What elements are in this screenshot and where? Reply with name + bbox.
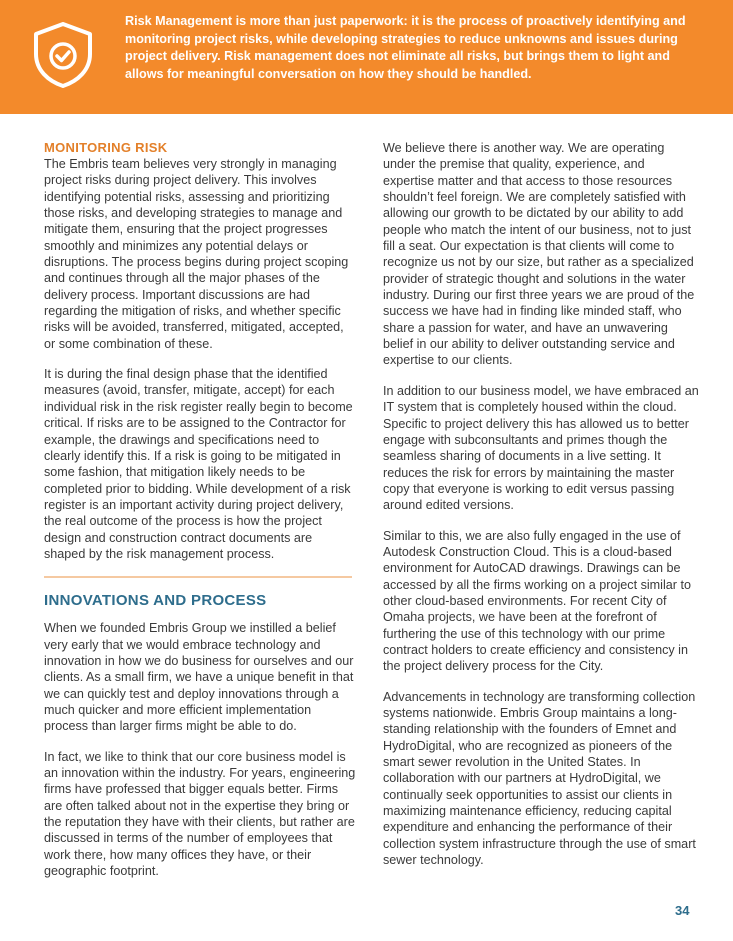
risk-management-banner — [0, 0, 733, 114]
innovations-paragraph-1: When we founded Embris Group we instilled a belief very early that we would embrace technology and innovation in how we do business for ourselves and our clients. As a small firm, we have a unique benefit in that we can quickly test and deploy innovations through a much quicker and more efficient implementation process than larger firms might be able to do. — [44, 621, 354, 734]
monitoring-paragraph-1: The Embris team believes very strongly in managing project risks during project delivery. This involves identifying potential risks, assessing and prioritizing those risks, and developing strategies to manage and mitigate them, ensuring that the project progresses smoothly and minimizes any potential delays or disruptions. The process begins during project scoping and continues through all the major phases of the delivery process. Important discussions are had regarding the mitigation of risks, and whether specific risks will be avoided, transferred, mitigated, accepted, or some combination of these. — [44, 157, 349, 351]
section-divider — [44, 576, 352, 578]
right-paragraph-3: Similar to this, we are also fully engaged in the use of Autodesk Construction Cloud. This is a cloud-based environment for AutoCAD drawings. Drawings can be accessed by all the firms working on a project similar to other cloud-based environments. For recent City of Omaha projects, we have been at the forefront of furthering the use of this technology with our prime contract holders to create efficiency and consistency in the project delivery process for the City. — [383, 528, 691, 674]
monitoring-risk-heading: MONITORING RISK — [44, 140, 168, 155]
monitoring-paragraph-2: It is during the final design phase that the identified measures (avoid, transfer, mitigate, accept) for each individual risk in the risk register really begin to become critical. If risks are to be assigned to the Contractor for example, the drawings and specifications need to clearly identify this. If a risk is going to be mitigated in some fashion, that mitigation likely needs to be completed prior to bidding. While development of a risk register is an important activity during project delivery, the real outcome of the process is how the project design and construction contract documents are shaped by the risk management process. — [44, 367, 353, 561]
page-number: 34 — [675, 903, 690, 918]
right-column — [383, 140, 699, 882]
shield-check-icon — [28, 20, 98, 90]
right-paragraph-1: We believe there is another way. We are operating under the premise that quality, experience, and expertise matter and that access to those resources shouldn’t feel foreign. We are completely satisfied with allowing our growth to be dictated by our ability to add people who match the intent of our business, not to just fill a seat. Our expectation is that clients will come to recognize us not by our size, but rather as a specialized provider of strategic thought and solutions in the water industry. During our first three years we are proud of the success we have had in finding like minded staff, who share a passion for water, and have an unwavering belief in our ability to deliver outstanding service and expertise to our clients. — [383, 141, 695, 368]
left-column — [44, 140, 356, 893]
innovations-paragraph-2: In fact, we like to think that our core business model is an innovation within the industry. For years, engineering firms have professed that bigger equals better. Firms are often talked about not in the expertise they bring or the reputation they have with their clients, but rather are discussed in terms of the number of employees that work there, how many offices they have, or their geographic footprint. — [44, 749, 356, 879]
innovations-heading: INNOVATIONS AND PROCESS — [44, 592, 267, 610]
right-paragraph-4: Advancements in technology are transforming collection systems nationwide. Embris Group maintains a long-standing relationship with the founders of Emnet and HydroDigital, who are recognized as pioneers of the smart sewer revolution in the United States. In collaboration with our partners at HydroDigital, we continually seek opportunities to assist our clients in maximizing maintenance efficiency, reducing capital expenditure and enhancing the performance of their collection system infrastructure through the use of smart sewer technology. — [383, 689, 696, 868]
right-paragraph-2: In addition to our business model, we have embraced an IT system that is completely housed within the cloud. Specific to project delivery this has allowed us to better engage with subconsultants and primes though the seamless sharing of documents in a live setting. It reduces the risk for errors by maintaining the master copy that everyone is working to edit versus passing around edited versions. — [383, 383, 699, 513]
banner-callout-text: Risk Management is more than just paperwork: it is the process of proactively identifying and monitoring project risks, while developing strategies to reduce unknowns and issues during project delivery. Risk management does not eliminate all risks, but brings them to light and allows for meaningful conversation on how they should be handled. — [125, 14, 686, 81]
